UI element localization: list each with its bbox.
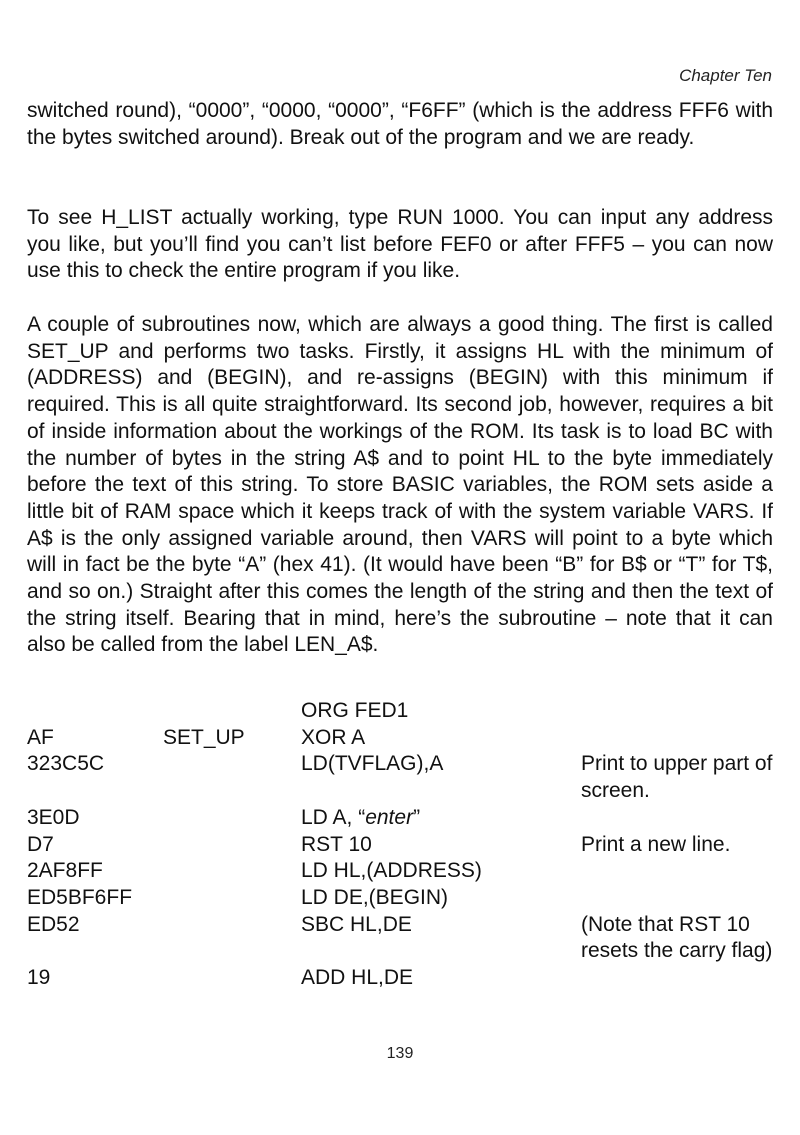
listing-row	[27, 698, 773, 725]
instruction	[301, 805, 581, 832]
paragraph-2: To see H_LIST actually working, type RUN 1000. You can input any address you like, but you’ll find you can’t list before FEF0 or after FFF5 – you can now use this to check the entire program if you like.	[27, 206, 773, 283]
instruction-text: LD(TVFLAG),A	[301, 752, 444, 776]
listing-row	[27, 832, 773, 859]
listing-row	[27, 965, 773, 992]
hex-code: D7	[27, 832, 54, 856]
instruction-text: ORG FED1	[301, 699, 409, 722]
instruction-text: RST 10	[301, 832, 372, 856]
instruction-text: ADD HL,DE	[301, 966, 414, 990]
hex-code: ED52	[27, 912, 80, 936]
comment: Print to upper part of screen.	[581, 752, 773, 803]
paragraph-1: switched round), “0000”, “0000, “0000”, “F6FF” (which is the address FFF6 with the bytes switched around). Break out of the program and we are ready.	[27, 99, 773, 149]
listing-row	[27, 805, 773, 832]
instruction	[301, 965, 581, 992]
instruction	[301, 912, 581, 939]
hex-code: 323C5C	[27, 752, 105, 776]
instruction-text: XOR A	[301, 725, 366, 749]
hex-code: ED5BF6FF	[27, 885, 133, 909]
listing-row	[27, 725, 773, 752]
hex-code: 3E0D	[27, 805, 80, 829]
instruction-italic: enter	[365, 805, 414, 829]
paragraph-3: A couple of subroutines now, which are always a good thing. The first is called SET_UP and performs two tasks. Firstly, it assigns HL with the minimum of (ADDRESS) and (BEGIN), and re-assigns (BEGIN) with this minimum if required. This is all quite straightforward. Its second job, however, requires a bit of inside information about the workings of the ROM. Its task is to load BC with the number of bytes in the string A$ and to point HL to the byte immediately before the text of this string. To store BASIC variables, the ROM sets aside a little bit of RAM space which it keeps track of with the system variable VARS. If A$ is the only assigned variable around, then VARS will point to a byte which will in fact be the byte “A” (hex 41). (It would have been “B” for B$ or “T” for T$, and so on.) Straight after this comes the length of the string and then the text of the string itself. Bearing that in mind, here’s the subroutine – note that it can also be called from the label LEN_A$.	[27, 313, 773, 657]
instruction	[301, 858, 581, 885]
instruction	[301, 698, 581, 725]
instruction	[301, 725, 581, 752]
hex-code: 19	[27, 966, 51, 990]
listing-row	[27, 858, 773, 885]
listing-row	[27, 751, 773, 804]
code-label: SET_UP	[163, 725, 245, 749]
instruction	[301, 885, 581, 912]
listing-row	[27, 885, 773, 912]
running-head-chapter: Chapter Ten	[679, 66, 772, 85]
instruction-suffix: ”	[413, 805, 421, 829]
assembly-listing	[27, 698, 773, 992]
instruction-text: LD DE,(BEGIN)	[301, 885, 449, 909]
comment: Print a new line.	[581, 832, 731, 856]
instruction-text: LD A, “	[301, 805, 366, 829]
hex-code: AF	[27, 725, 54, 749]
instruction-text: LD HL,(ADDRESS)	[301, 859, 482, 883]
hex-code: 2AF8FF	[27, 859, 103, 883]
comment: (Note that RST 10 resets the carry flag)	[581, 912, 773, 963]
instruction	[301, 751, 581, 778]
instruction-text: SBC HL,DE	[301, 912, 412, 936]
listing-row	[27, 912, 773, 965]
instruction	[301, 832, 581, 859]
page-number: 139	[386, 1045, 414, 1062]
